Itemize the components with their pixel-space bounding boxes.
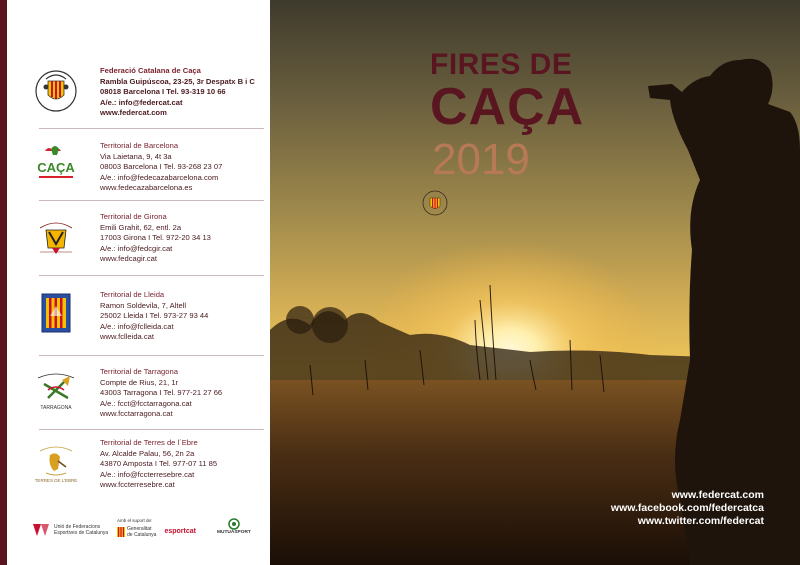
contact-info: [100, 212, 211, 265]
contact-address: Ramon Soldevila, 7, Altell: [100, 300, 187, 310]
federacio-small-crest-icon: [422, 190, 448, 216]
contact-info: [100, 141, 222, 194]
contact-website[interactable]: www.fcctarragona.cat: [100, 409, 173, 419]
logo-text: TARRAGONA: [40, 405, 72, 411]
logo-text: CAÇA: [37, 160, 75, 175]
contact-email[interactable]: A/e.: info@fedcgir.cat: [100, 243, 173, 253]
link-twitter[interactable]: www.twitter.com/federcat: [637, 515, 764, 527]
contact-name: Federació Catalana de Caça: [100, 66, 201, 75]
mutuasport-label: MUTUASPORT: [217, 530, 251, 535]
sunset-hunter-photo: [270, 0, 800, 565]
support-label: Amb el suport de:: [117, 518, 153, 523]
contact-website[interactable]: www.fedcagir.cat: [100, 254, 157, 264]
sponsors-footer: [7, 518, 270, 548]
barcelona-logo-icon: [31, 142, 81, 188]
contact-address: Av. Alcalde Palau, 56, 2n 2a: [100, 448, 195, 458]
contact-address: Emili Grahit, 62, entl. 2a: [100, 222, 182, 232]
contacts-panel: [7, 0, 270, 565]
event-title: [430, 48, 585, 184]
contact-email[interactable]: A/e.: info@federcat.cat: [100, 97, 183, 107]
contact-email[interactable]: A/e.: fcct@fcctarragona.cat: [100, 398, 192, 408]
divider: [39, 429, 264, 430]
link-website[interactable]: www.federcat.com: [671, 489, 764, 501]
mutuasport-logo: [217, 518, 251, 536]
contact-info: [100, 290, 208, 343]
terres-ebre-logo-icon: [31, 440, 81, 486]
title-line1: FIRES DE: [430, 48, 573, 81]
contact-email[interactable]: A/e.: info@fclleida.cat: [100, 321, 174, 331]
ufec-logo: [31, 522, 108, 538]
contact-name: Territorial de Girona: [100, 212, 167, 221]
contact-city-phone: 43870 Amposta I Tel. 977-07 11 85: [100, 459, 218, 469]
title-year: 2019: [432, 135, 530, 184]
contact-address: Compte de Rius, 21, 1r: [100, 377, 179, 387]
left-edge-bar: [0, 0, 7, 565]
contact-address: Rambla Guipúscoa, 23-25, 3r Despatx B i C: [100, 76, 255, 86]
contact-info: [100, 66, 255, 119]
contact-city-phone: 08003 Barcelona I Tel. 93-268 23 07: [100, 162, 223, 172]
divider: [39, 275, 264, 276]
contact-name: Territorial de Terres de l´Ebre: [100, 438, 198, 447]
contact-website[interactable]: www.federcat.com: [100, 108, 167, 118]
logo-text: TERRES DE L'EBRE: [34, 478, 78, 483]
contact-website[interactable]: www.fccterresebre.cat: [100, 480, 175, 490]
esportcat-logo: esportcat: [164, 528, 196, 535]
contact-email[interactable]: A/e.: info@fedecazabarcelona.com: [100, 172, 219, 182]
link-facebook[interactable]: www.facebook.com/federcatca: [610, 502, 764, 514]
divider: [39, 200, 264, 201]
support-block: [117, 518, 196, 538]
ufec-icon: [31, 522, 51, 538]
ufec-line1: Unió de Federacions: [54, 524, 101, 530]
tarragona-logo-icon: [31, 367, 81, 413]
contact-address: Via Laietana, 9, 4t 3a: [100, 151, 172, 161]
mutuasport-icon: [228, 518, 240, 530]
contact-name: Territorial de Tarragona: [100, 367, 178, 376]
contact-city-phone: 25002 Lleida I Tel. 973-27 93 44: [100, 311, 209, 321]
generalitat-icon: [117, 527, 125, 537]
contact-name: Territorial de Lleida: [100, 290, 165, 299]
contact-city-phone: 43003 Tarragona I Tel. 977-21 27 66: [100, 388, 223, 398]
contact-website[interactable]: www.fclleida.cat: [100, 332, 155, 342]
contact-city-phone: 08018 Barcelona I Tel. 93-319 10 66: [100, 87, 226, 97]
contact-info: [100, 367, 222, 420]
lleida-shield-icon: [31, 290, 81, 336]
ufec-line2: Esportives de Catalunya: [54, 530, 109, 536]
divider: [39, 355, 264, 356]
girona-logo-icon: [31, 213, 81, 259]
divider: [39, 128, 264, 129]
contact-name: Territorial de Barcelona: [100, 141, 179, 150]
contact-city-phone: 17003 Girona I Tel. 972-20 34 13: [100, 233, 211, 243]
federacio-crest-icon: [31, 68, 81, 114]
contact-email[interactable]: A/e.: info@fccterresebre.cat: [100, 469, 195, 479]
contact-website[interactable]: www.fedecazabarcelona.es: [100, 183, 193, 193]
web-links: [611, 489, 764, 528]
generalitat-line1: Generalitat: [127, 526, 152, 532]
contact-info: [100, 438, 217, 491]
title-line2: CAÇA: [430, 78, 585, 136]
generalitat-line2: de Catalunya: [127, 532, 157, 538]
